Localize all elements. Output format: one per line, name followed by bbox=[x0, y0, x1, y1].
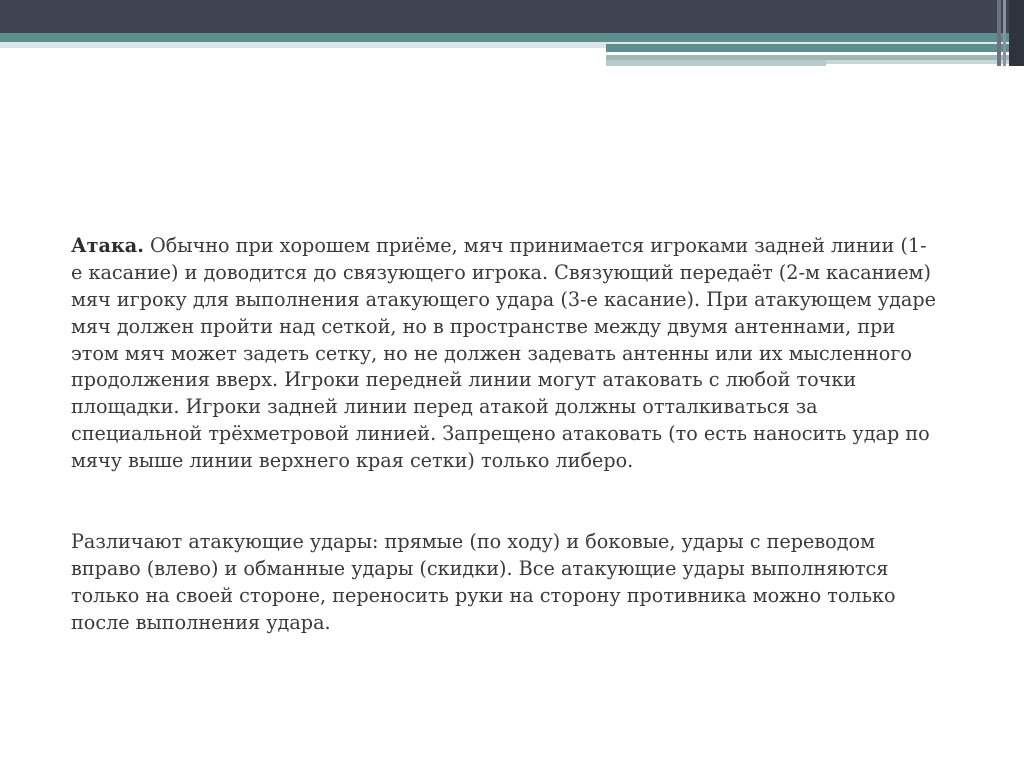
paragraph-text: Различают атакующие удары: прямые (по ходу) и боковые, удары с переводом вправо (влево) и обманные удары (скидки). Все атакующие удары выполняются только на своей стороне, переносить руки на сторону противника можно только после выполнения удара. bbox=[71, 529, 896, 634]
header-band-teal bbox=[0, 33, 1024, 42]
header-band-dark bbox=[0, 0, 1024, 33]
paragraph-text: Обычно при хорошем приёме, мяч принимается игроками задней линии (1- е касание) и доводится до связующего игрока. Связующий передаёт (2-м касанием) мяч игроку для выполнения атакующего удара (3-е касание). При атакующем ударе мяч должен пройти над сеткой, но в пространстве между двумя антеннами, при этом мяч может задеть сетку, но не должен задевать антенны или их мысленного продолжения вверх. Игроки передней линии могут атаковать с любой точки площадки. Игроки задней линии перед атакой должны отталкиваться за специальной трёхметровой линией. Запрещено атаковать (то есть наносить удар по мячу выше линии верхнего края сетки) только либеро. bbox=[71, 233, 936, 473]
paragraph-attack-types bbox=[71, 529, 991, 637]
paragraph-lead: Атака. bbox=[71, 233, 144, 257]
header-accent-teal bbox=[606, 44, 1024, 52]
header-accent-grey-lower-right bbox=[826, 60, 1024, 64]
corner-strip bbox=[997, 0, 1001, 66]
corner-strip bbox=[1009, 0, 1024, 66]
corner-strip bbox=[1003, 0, 1006, 66]
header-accent-grey-lower bbox=[606, 60, 826, 66]
slide-body bbox=[71, 206, 991, 663]
paragraph-attack bbox=[71, 233, 991, 475]
